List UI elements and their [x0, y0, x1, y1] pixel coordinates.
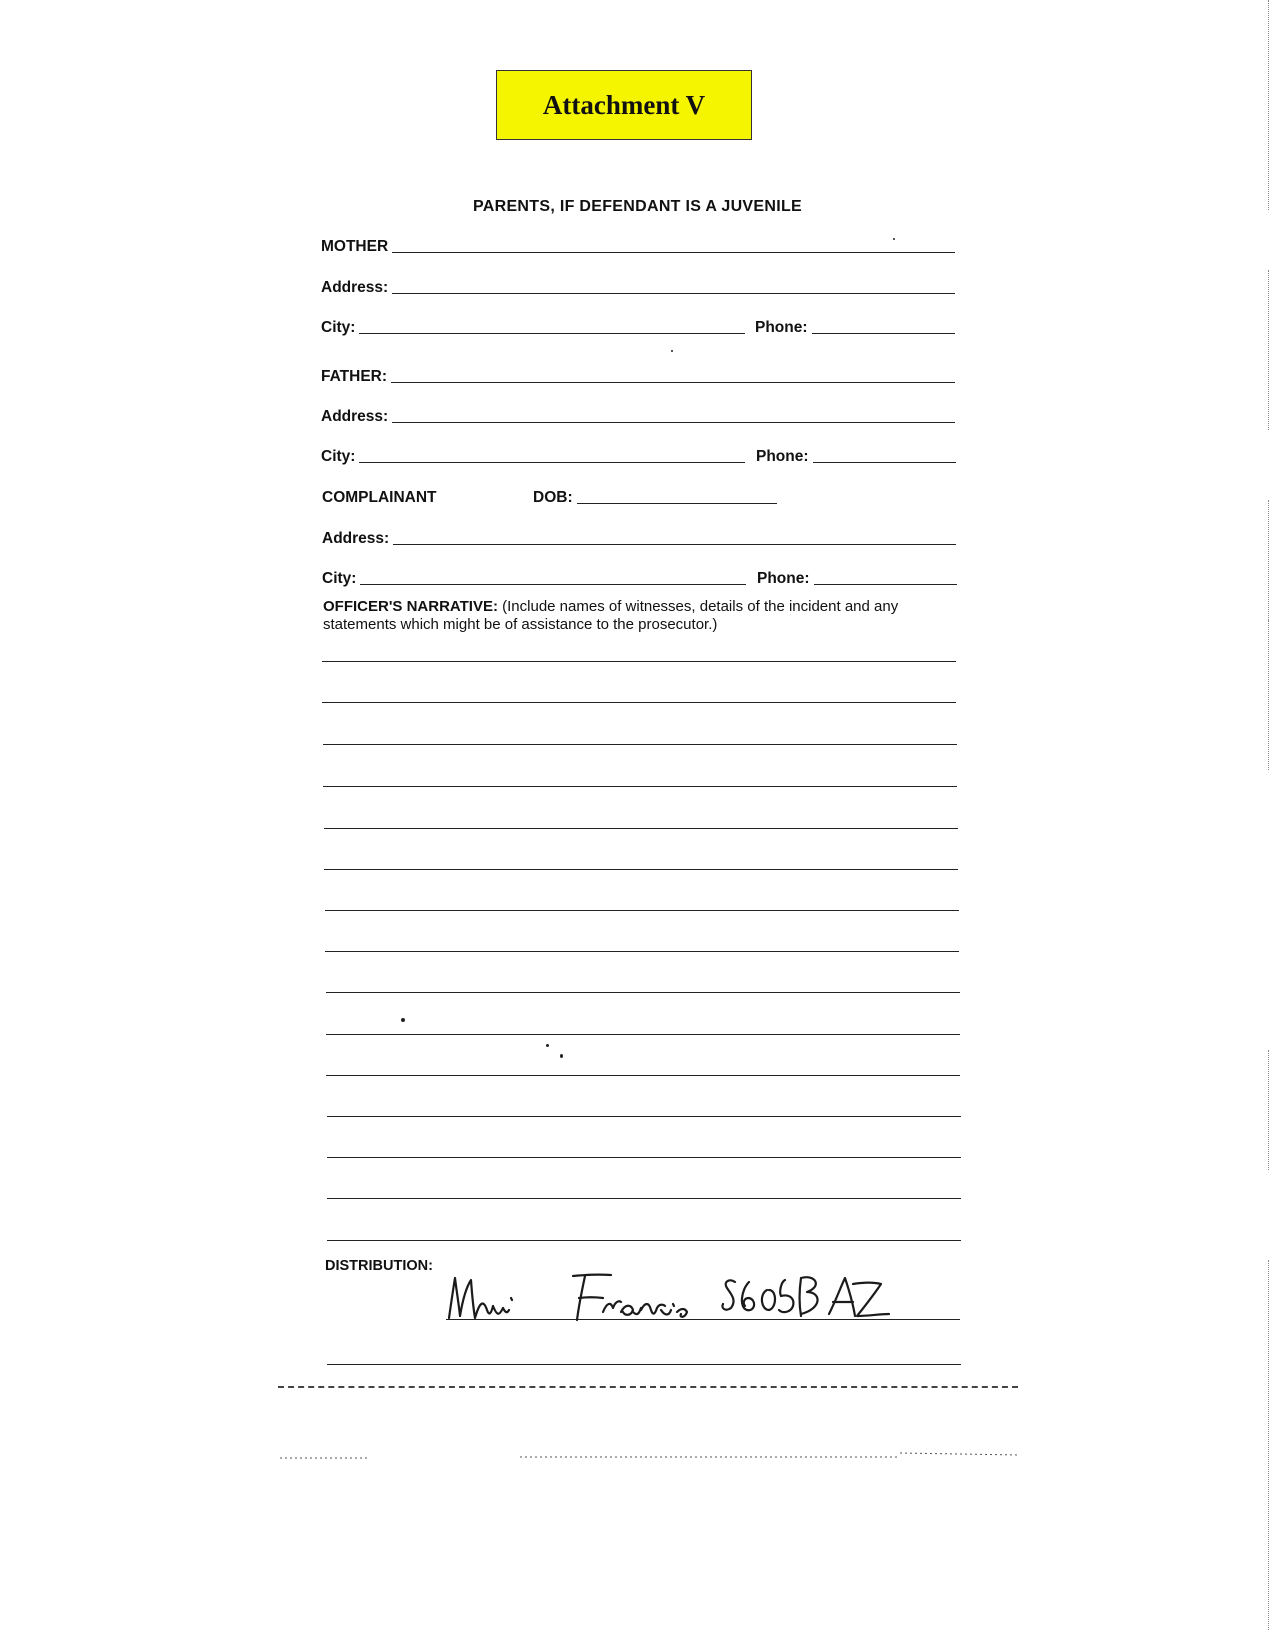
narrative-line[interactable]	[324, 828, 958, 829]
mother-phone-field[interactable]	[755, 319, 955, 337]
complainant-address-line[interactable]	[393, 543, 956, 545]
distribution-label: DISTRIBUTION:	[325, 1258, 433, 1274]
tear-line-divider	[278, 1386, 1018, 1388]
handwritten-signature	[445, 1268, 965, 1330]
complainant-city-line[interactable]	[360, 583, 746, 585]
mother-label: MOTHER	[321, 238, 389, 255]
narrative-line[interactable]	[323, 744, 957, 745]
scan-edge-artifact	[1268, 500, 1269, 620]
scan-edge-artifact	[1268, 0, 1269, 210]
father-phone-line[interactable]	[813, 461, 956, 463]
mother-phone-line[interactable]	[812, 332, 955, 334]
complainant-dob-line[interactable]	[577, 502, 777, 504]
narrative-line[interactable]	[322, 702, 956, 703]
father-phone-field[interactable]	[756, 448, 956, 466]
officer-narrative-instructions	[323, 598, 959, 634]
scan-speck	[560, 1054, 563, 1058]
complainant-dob-field[interactable]	[533, 489, 777, 507]
narrative-instructions: (Include names of witnesses, details of the incident and any statements which might be of assistance to the prosecutor.)	[323, 598, 899, 633]
scan-noise-footer	[280, 1444, 1020, 1464]
complainant-address-label: Address:	[322, 530, 390, 547]
complainant-city-field[interactable]	[322, 570, 746, 588]
section-heading: PARENTS, IF DEFENDANT IS A JUVENILE	[472, 198, 803, 215]
complainant-phone-field[interactable]	[757, 570, 957, 588]
narrative-line[interactable]	[323, 786, 957, 787]
father-city-field[interactable]	[321, 448, 745, 466]
narrative-line[interactable]	[327, 1198, 961, 1199]
father-line[interactable]	[391, 381, 955, 383]
father-address-label: Address:	[321, 408, 389, 425]
mother-address-label: Address:	[321, 279, 389, 296]
narrative-line[interactable]	[326, 992, 960, 993]
narrative-line[interactable]	[325, 910, 959, 911]
complainant-address-field[interactable]	[322, 530, 956, 548]
scan-speck	[546, 1044, 549, 1047]
complainant-dob-label: DOB:	[533, 489, 573, 506]
scan-edge-artifact	[1268, 1050, 1269, 1170]
complainant-phone-line[interactable]	[814, 583, 957, 585]
attachment-label: Attachment V	[542, 89, 706, 120]
narrative-line[interactable]	[324, 869, 958, 870]
narrative-line[interactable]	[327, 1240, 961, 1241]
mother-city-label: City:	[321, 319, 356, 336]
father-city-label: City:	[321, 448, 356, 465]
father-label: FATHER:	[321, 368, 388, 385]
narrative-line[interactable]	[327, 1157, 961, 1158]
scan-edge-artifact	[1268, 1260, 1269, 1630]
narrative-line[interactable]	[326, 1034, 960, 1035]
father-address-field[interactable]	[321, 408, 955, 426]
father-city-line[interactable]	[359, 461, 745, 463]
mother-address-line[interactable]	[392, 292, 955, 294]
scan-speck	[893, 238, 895, 240]
scan-speck	[401, 1018, 405, 1022]
complainant-city-label: City:	[322, 570, 357, 587]
narrative-line[interactable]	[325, 951, 959, 952]
distribution-line-2[interactable]	[327, 1364, 961, 1365]
father-field[interactable]	[321, 368, 955, 386]
scan-speck	[671, 350, 673, 352]
narrative-line[interactable]	[322, 661, 956, 662]
narrative-line[interactable]	[326, 1075, 960, 1076]
mother-field[interactable]	[321, 238, 955, 256]
complainant-heading	[322, 489, 502, 507]
mother-line[interactable]	[392, 251, 955, 253]
mother-phone-label: Phone:	[755, 319, 808, 336]
scan-edge-artifact	[1268, 620, 1269, 770]
mother-city-line[interactable]	[359, 332, 745, 334]
mother-city-field[interactable]	[321, 319, 745, 337]
father-address-line[interactable]	[392, 421, 955, 423]
father-phone-label: Phone:	[756, 448, 809, 465]
scan-edge-artifact	[1268, 270, 1269, 430]
complainant-label: COMPLAINANT	[322, 489, 437, 506]
narrative-label: OFFICER'S NARRATIVE:	[323, 598, 498, 615]
mother-address-field[interactable]	[321, 279, 955, 297]
complainant-phone-label: Phone:	[757, 570, 810, 587]
attachment-label-box	[496, 70, 752, 140]
narrative-line[interactable]	[327, 1116, 961, 1117]
